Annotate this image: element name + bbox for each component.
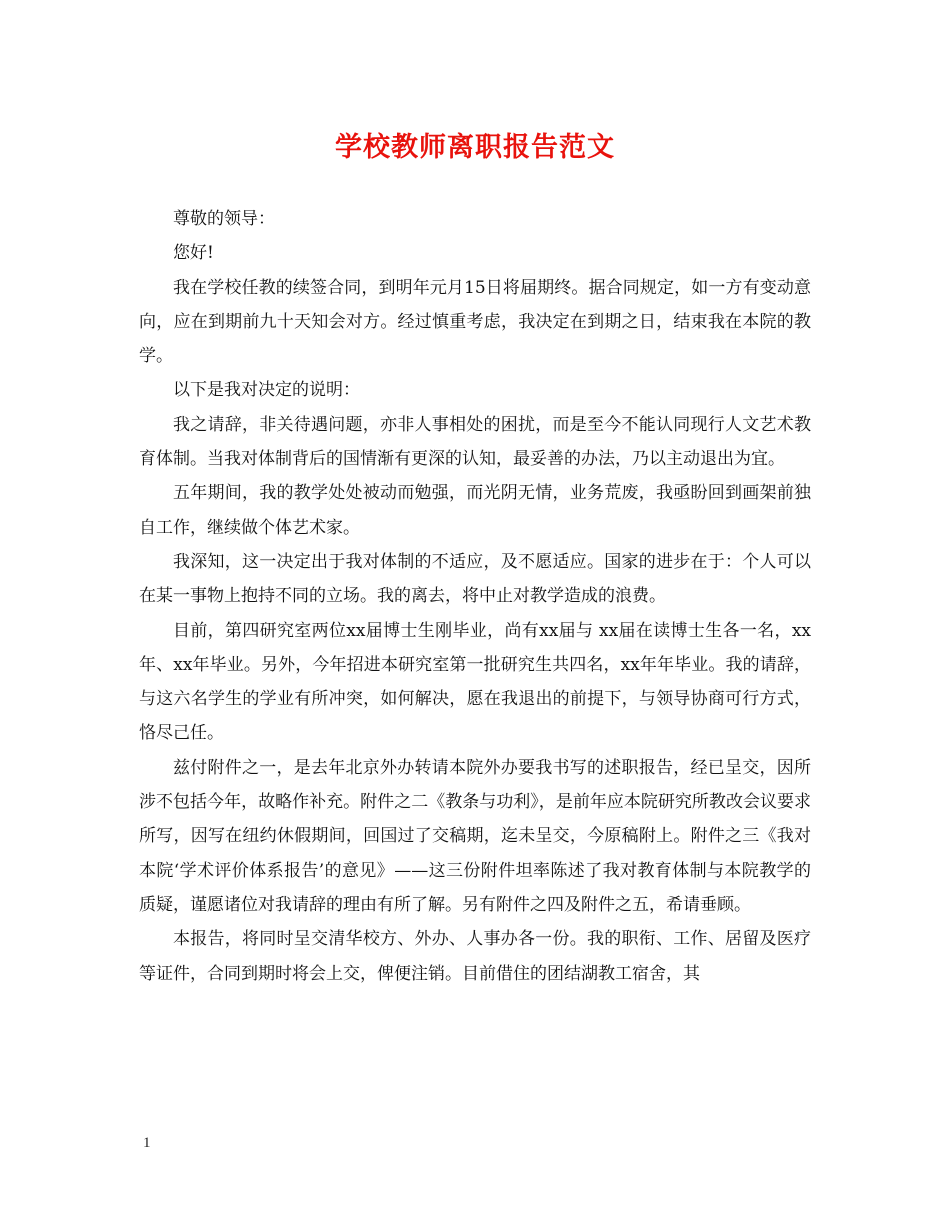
greeting: 您好! (173, 243, 214, 264)
body-paragraph: 目前，第四研究室两位xx届博士生刚毕业，尚有xx届与 xx届在读博士生各一名，xx年、xx年毕业。另外，今年招进本研究室第一批研究生共四名，xx年年毕业。我的请辞，与这六名学生的学业有所冲突，如何解决，愿在我退出的前提下，与领导协商可行方式，恪尽己任。 (139, 620, 811, 744)
salutation: 尊敬的领导： (173, 209, 275, 229)
body-paragraph: 五年期间，我的教学处处被动而勉强，而光阴无情，业务荒废，我亟盼回到画架前独自工作，继续做个体艺术家。 (139, 483, 811, 538)
body-paragraph: 我深知，这一决定出于我对体制的不适应，及不愿适应。国家的进步在于：个人可以在某一事物上抱持不同的立场。我的离去，将中止对教学造成的浪费。 (139, 551, 811, 607)
page-number: 1 (143, 1135, 151, 1151)
body-paragraph: 我在学校任教的续签合同，到明年元月15日将届期终。据合同规定，如一方有变动意向，应在到期前九十天知会对方。经过慎重考虑，我决定在到期之日，结束我在本院的教学。 (139, 277, 811, 367)
body-paragraph: 我之请辞，非关待遇问题，亦非人事相处的困扰，而是至今不能认同现行人文艺术教育体制。当我对体制背后的国情渐有更深的认知，最妥善的办法，乃以主动退出为宜。 (139, 414, 811, 470)
body-paragraph: 以下是我对决定的说明： (173, 380, 360, 401)
body-paragraph: 兹付附件之一，是去年北京外办转请本院外办要我书写的述职报告，经已呈交，因所涉不包括今年，故略作补充。附件之二《教条与功利》，是前年应本院研究所教改会议要求所写，因写在纽约休假期间，回国过了交稿期，迄未呈交，今原稿附上。附件之三《我对本院‘学术评价体系报告’的意见》——这三份附件坦率陈述了我对教育体制与本院教学的质疑，谨愿诸位对我请辞的理由有所了解。另有附件之四及附件之五，希请垂顾。 (139, 757, 811, 915)
body-paragraph: 本报告，将同时呈交清华校方、外办、人事办各一份。我的职衔、工作、居留及医疗等证件，合同到期时将会上交，俾便注销。目前借住的团结湖教工宿舍，其 (139, 929, 811, 984)
document-title: 学校教师离职报告范文 (335, 132, 615, 163)
document-body (139, 202, 811, 991)
